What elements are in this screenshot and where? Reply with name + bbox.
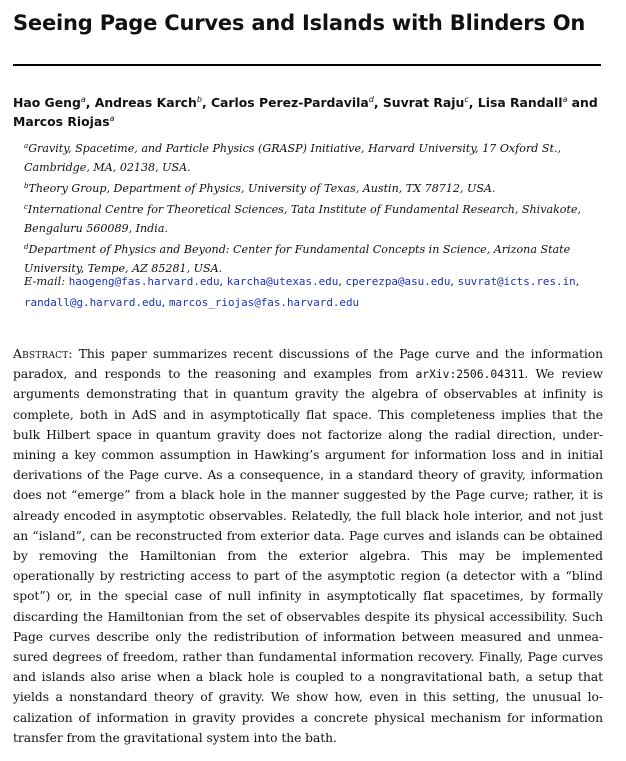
- affiliation-mark: c: [24, 203, 28, 211]
- author-separator: ,: [201, 95, 211, 110]
- author-separator: ,: [373, 95, 383, 110]
- author-name: Andreas Karch: [94, 95, 197, 110]
- email-link[interactable]: randall@g.harvard.edu: [24, 296, 162, 309]
- affiliation: [24, 139, 604, 177]
- affiliation-text: Theory Group, Department of Physics, University of Texas, Austin, TX 78712, USA.: [28, 182, 496, 195]
- affiliation: [24, 179, 604, 198]
- author-name: Hao Geng: [13, 95, 81, 110]
- abstract-text-end: . We review arguments demonstrating that in quantum gravity the algebra of observables at infinity is complete, both in AdS and in asymptotically flat space. This completeness implies that the bulk Hilbert space in quantum gravity does not factorize along the radial direction, undermining a key common assumption in Hawking’s argument for information loss and in initial derivations of the Page curve. As a consequence, in a standard theory of gravity, information does not “emerge” from a black hole in the manner suggested by the Page curve; rather, it is already encoded in asymptotic observables. Relatedly, the full black hole interior, and not just an “island”, can be reconstructed from exterior data. Page curves and islands can be obtained by removing the Hamiltonian from the exterior algebra. This may be implemented operationally by restricting access to part of the asymptotic region (a detector with a “blind spot”) or, in the special case of null infinity in asymptotically flat spacetimes, by formally discarding the Hamiltonian from the set of observables despite its physical accessibility. Such Page curves describe only the redistribution of information between measured and unmeasured degrees of freedom, rather than fundamental information recovery. Finally, Page curves and islands also arise when a black hole is coupled to a nongravitational bath, a setup that yields a nonstandard theory of gravity. We show how, even in this setting, the unusual localization of information in gravity provides a concrete physical mechanism for information transfer from the gravitational system into the bath.: [13, 367, 604, 745]
- affiliation-text: International Centre for Theoretical Sciences, Tata Institute of Fundamental Research, Shivakote, Bengaluru 560089, India.: [24, 203, 582, 235]
- arxiv-reference[interactable]: arXiv:2506.04311: [415, 367, 525, 382]
- email-link[interactable]: cperezpa@asu.edu: [345, 275, 451, 288]
- author-name: Carlos Perez-Pardavila: [210, 95, 369, 110]
- abstract-text-start: This paper summarizes recent discussions of the Page curve and the information paradox, and responds to the reasoning and examples from: [13, 347, 603, 382]
- affiliation-list: [24, 139, 604, 278]
- email-link[interactable]: haogeng@fas.harvard.edu: [68, 275, 220, 288]
- email-link[interactable]: suvrat@icts.res.in: [457, 275, 576, 288]
- abstract-heading: Abstract:: [13, 347, 73, 361]
- author-list: [13, 93, 605, 131]
- affiliation-mark: d: [24, 243, 29, 251]
- email-addresses: haogeng@fas.harvard.edu, karcha@utexas.edu, cperezpa@asu.edu, suvrat@icts.res.in, randall@g.harvard.edu, marcos_riojas@fas.harvard.edu: [24, 274, 580, 309]
- author-affiliation-mark: a: [562, 95, 568, 104]
- author-name: Suvrat Raju: [382, 95, 465, 110]
- email-link[interactable]: marcos_riojas@fas.harvard.edu: [168, 296, 360, 309]
- affiliation-mark: b: [24, 182, 29, 190]
- title-rule: [13, 64, 601, 66]
- affiliation-text: Gravity, Spacetime, and Particle Physics (GRASP) Initiative, Harvard University, 17 Oxford St., Cambridge, MA, 02138, USA.: [24, 142, 562, 174]
- author-separator: and: [567, 95, 598, 110]
- author-name: Marcos Riojas: [13, 114, 110, 129]
- email-block: [24, 271, 604, 313]
- author-separator: ,: [85, 95, 95, 110]
- email-label: E-mail:: [24, 274, 66, 288]
- author-separator: ,: [468, 95, 478, 110]
- author-affiliation-mark: a: [80, 95, 86, 104]
- paper-title: Seeing Page Curves and Islands with Blinders On: [13, 11, 586, 35]
- affiliation-mark: a: [24, 142, 29, 150]
- author-affiliation-mark: c: [464, 95, 469, 104]
- author-affiliation-mark: d: [368, 95, 374, 104]
- affiliation: [24, 200, 604, 238]
- abstract: [13, 344, 603, 748]
- author-name: Lisa Randall: [477, 95, 563, 110]
- author-affiliation-mark: b: [196, 95, 202, 104]
- author-affiliation-mark: a: [109, 114, 115, 123]
- affiliation-text: Department of Physics and Beyond: Center for Fundamental Concepts in Science, Arizona State University, Tempe, AZ 85281, USA.: [24, 243, 571, 275]
- email-link[interactable]: karcha@utexas.edu: [226, 275, 339, 288]
